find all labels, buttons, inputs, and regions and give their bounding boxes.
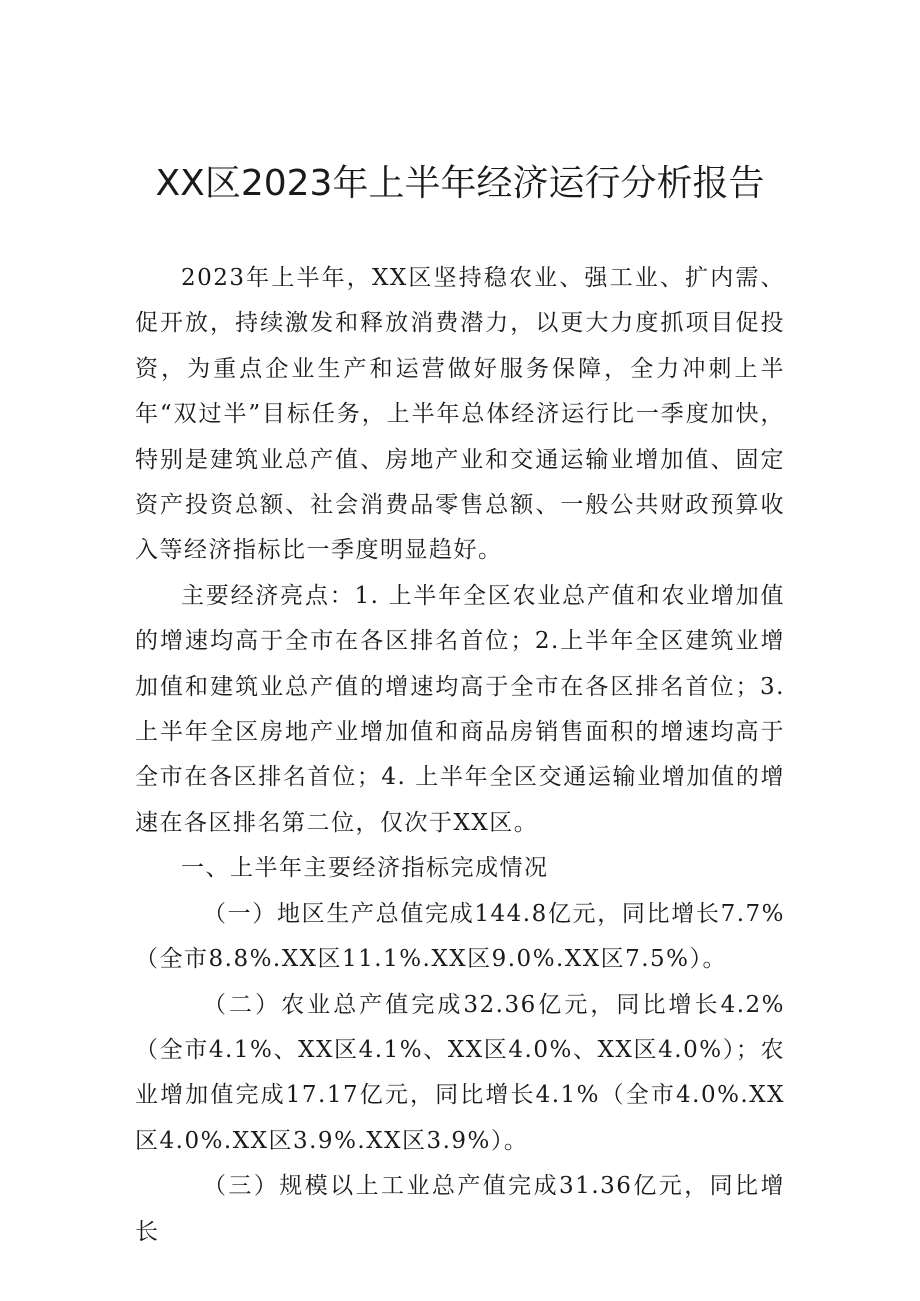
- paragraph-item-industry: （三）规模以上工业总产值完成31.36亿元，同比增长: [135, 1173, 785, 1245]
- paragraph-item-gdp: （一）地区生产总值完成144.8亿元，同比增长7.7%（全市8.8%.XX区11.1%.XX区9.0%.XX区7.5%）。: [135, 900, 785, 973]
- document-title: XX区2023年上半年经济运行分析报告: [155, 163, 765, 204]
- section-heading: 一、上半年主要经济指标完成情况: [181, 855, 549, 882]
- paragraph-item-agriculture: （二）农业总产值完成32.36亿元，同比增长4.2%（全市4.1%、XX区4.1%、XX区4.0%、XX区4.0%）；农业增加值完成17.17亿元，同比增长4.1%（全市4.0%.XX区4.0%.XX区3.9%.XX区3.9%）。: [135, 991, 785, 1154]
- paragraph-highlights: 主要经济亮点：1. 上半年全区农业总产值和农业增加值的增速均高于全市在各区排名首位；2.上半年全区建筑业增加值和建筑业总产值的增速均高于全市在各区排名首位；3.上半年全区房地产业增加值和商品房销售面积的增速均高于全市在各区排名首位；4. 上半年全区交通运输业增加值的增速在各区排名第二位，仅次于XX区。: [135, 582, 785, 836]
- paragraph-intro: 2023年上半年，XX区坚持稳农业、强工业、扩内需、促开放，持续激发和释放消费潜力，以更大力度抓项目促投资，为重点企业生产和运营做好服务保障，全力冲刺上半年“双过半”目标任务，上半年总体经济运行比一季度加快，特别是建筑业总产值、房地产业和交通运输业增加值、固定资产投资总额、社会消费品零售总额、一般公共财政预算收入等经济指标比一季度明显趋好。: [135, 265, 785, 564]
- document-body: [135, 256, 785, 1255]
